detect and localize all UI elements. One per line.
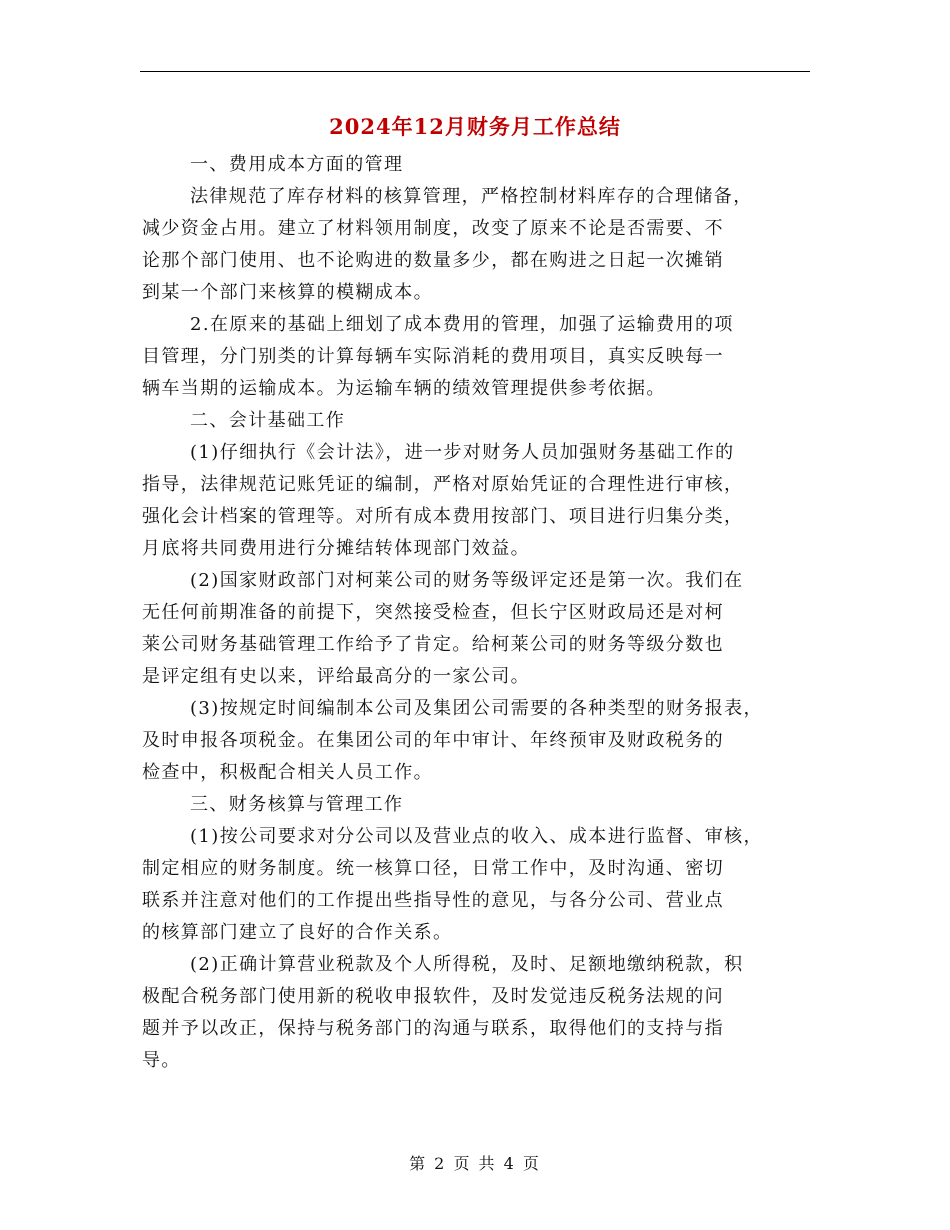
body-line: 无任何前期准备的前提下，突然接受检查，但长宁区财政局还是对柯	[142, 602, 724, 623]
document-title: 2024年12月财务月工作总结	[329, 114, 621, 139]
body-line: 的核算部门建立了良好的合作关系。	[142, 922, 453, 943]
body-line: 三、财务核算与管理工作	[190, 794, 404, 815]
body-line: 联系并注意对他们的工作提出些指导性的意见，与各分公司、营业点	[142, 890, 724, 911]
header-rule	[140, 71, 810, 72]
body-line: 极配合税务部门使用新的税收申报软件，及时发觉违反税务法规的问	[142, 986, 724, 1007]
body-line: (2)正确计算营业税款及个人所得税，及时、足额地缴纳税款，积	[190, 954, 744, 975]
body-line: 检查中，积极配合相关人员工作。	[142, 762, 433, 783]
body-line: 导。	[142, 1050, 181, 1071]
body-line: 是评定组有史以来，评给最高分的一家公司。	[142, 666, 530, 687]
body-line: 及时申报各项税金。在集团公司的年中审计、年终预审及财政税务的	[142, 730, 724, 751]
body-line: 减少资金占用。建立了材料领用制度，改变了原来不论是否需要、不	[142, 218, 724, 239]
body-line: 辆车当期的运输成本。为运输车辆的绩效管理提供参考依据。	[142, 378, 666, 399]
body-line: (1)仔细执行《会计法》，进一步对财务人员加强财务基础工作的	[190, 442, 735, 463]
body-line: (3)按规定时间编制本公司及集团公司需要的各种类型的财务报表，	[190, 698, 763, 719]
body-line: (2)国家财政部门对柯莱公司的财务等级评定还是第一次。我们在	[190, 570, 744, 591]
body-line: 二、会计基础工作	[190, 410, 346, 431]
page-number: 第 2 页 共 4 页	[409, 1154, 541, 1173]
body-line: 月底将共同费用进行分摊结转体现部门效益。	[142, 538, 530, 559]
body-line: 2.在原来的基础上细划了成本费用的管理，加强了运输费用的项	[190, 314, 734, 335]
body-line: 论那个部门使用、也不论购进的数量多少，都在购进之日起一次摊销	[142, 250, 724, 271]
body-line: 目管理，分门别类的计算每辆车实际消耗的费用项目，真实反映每一	[142, 346, 724, 367]
body-line: 法律规范了库存材料的核算管理，严格控制材料库存的合理储备，	[190, 186, 753, 207]
body-line: 题并予以改正，保持与税务部门的沟通与联系，取得他们的支持与指	[142, 1018, 724, 1039]
body-line: 强化会计档案的管理等。对所有成本费用按部门、项目进行归集分类，	[142, 506, 744, 527]
body-line: 一、费用成本方面的管理	[190, 154, 404, 175]
body-line: 莱公司财务基础管理工作给予了肯定。给柯莱公司的财务等级分数也	[142, 634, 724, 655]
body-line: 制定相应的财务制度。统一核算口径，日常工作中，及时沟通、密切	[142, 858, 724, 879]
body-line: 指导，法律规范记账凭证的编制，严格对原始凭证的合理性进行审核，	[142, 474, 744, 495]
body-line: (1)按公司要求对分公司以及营业点的收入、成本进行监督、审核，	[190, 826, 763, 847]
document-body	[142, 149, 814, 1077]
body-line: 到某一个部门来核算的模糊成本。	[142, 282, 433, 303]
